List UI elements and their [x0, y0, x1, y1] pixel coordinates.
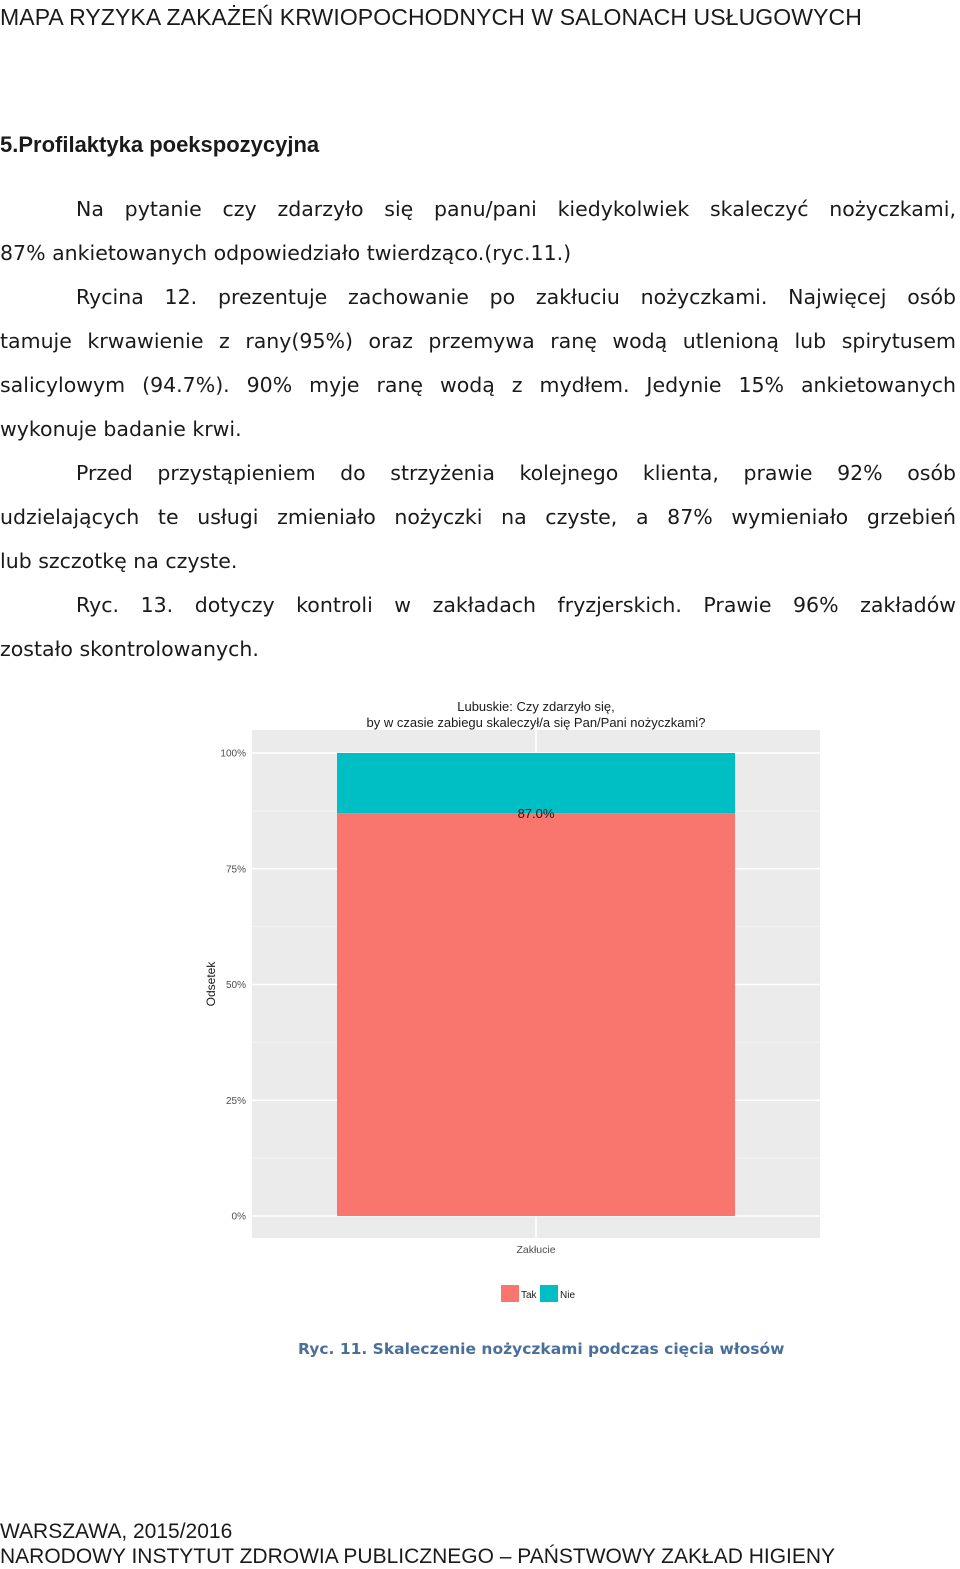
- chart-title-line2: by w czasie zabiegu skaleczył/a się Pan/Pani nożyczkami?: [366, 715, 706, 730]
- footer-institution: NARODOWY INSTYTUT ZDROWIA PUBLICZNEGO – PAŃSTWOWY ZAKŁAD HIGIENY: [0, 1545, 836, 1568]
- bar-segment-nie: [337, 753, 735, 813]
- paragraph-line: udzielających te usługi zmieniało nożyczki na czyste, a 87% wymieniało grzebień: [0, 505, 956, 529]
- bar-segment-tak: [337, 813, 735, 1216]
- legend-swatch-tak: [501, 1285, 519, 1302]
- page-header: MAPA RYZYKA ZAKAŻEŃ KRWIOPOCHODNYCH W SALONACH USŁUGOWYCH: [0, 4, 862, 30]
- paragraph-line: Ryc. 13. dotyczy kontroli w zakładach fryzjerskich. Prawie 96% zakładów: [76, 593, 956, 617]
- chart: [190, 690, 830, 1320]
- paragraph-line: Przed przystąpieniem do strzyżenia kolejnego klienta, prawie 92% osób: [76, 461, 956, 485]
- legend-label-tak: Tak: [521, 1290, 537, 1301]
- chart-y-tick-label: 50%: [225, 980, 246, 991]
- chart-y-tick-label: 75%: [225, 864, 246, 876]
- paragraph-line: salicylowym (94.7%). 90% myje ranę wodą z mydłem. Jedynie 15% ankietowanych: [0, 373, 956, 397]
- chart-title-line1: Lubuskie: Czy zdarzyło się,: [457, 699, 615, 714]
- section-title: 5.Profilaktyka poekspozycyjna: [0, 132, 320, 157]
- paragraph-line: Na pytanie czy zdarzyło się panu/pani kiedykolwiek skaleczyć nożyczkami,: [76, 197, 956, 221]
- chart-legend: [501, 1285, 575, 1302]
- paragraph-line: 87% ankietowanych odpowiedziało twierdząco.(ryc.11.): [0, 241, 572, 265]
- paragraph-line: Rycina 12. prezentuje zachowanie po zakłuciu nożyczkami. Najwięcej osób: [76, 285, 956, 309]
- chart-bars: [337, 753, 735, 1216]
- chart-y-axis-label: Odsetek: [204, 961, 218, 1007]
- chart-x-tick-label: Zakłucie: [516, 1244, 556, 1256]
- chart-data-label: 87.0%: [517, 806, 555, 822]
- paragraph-line: wykonuje badanie krwi.: [0, 417, 242, 441]
- chart-svg: [190, 690, 830, 1320]
- legend-label-nie: Nie: [560, 1290, 576, 1301]
- paragraph-line: tamuje krwawienie z rany(95%) oraz przemywa ranę wodą utlenioną lub spirytusem: [0, 329, 956, 353]
- footer-city-year: WARSZAWA, 2015/2016: [0, 1520, 233, 1543]
- chart-y-tick-label: 100%: [220, 748, 246, 760]
- figure-caption: Ryc. 11. Skaleczenie nożyczkami podczas cięcia włosów: [298, 1340, 785, 1358]
- paragraph-line: lub szczotkę na czyste.: [0, 549, 238, 573]
- legend-swatch-nie: [540, 1285, 558, 1302]
- chart-y-tick-label: 0%: [231, 1211, 246, 1223]
- chart-y-tick-label: 25%: [225, 1095, 246, 1107]
- chart-y-ticks: [220, 749, 246, 1223]
- paragraph-line: zostało skontrolowanych.: [0, 637, 259, 661]
